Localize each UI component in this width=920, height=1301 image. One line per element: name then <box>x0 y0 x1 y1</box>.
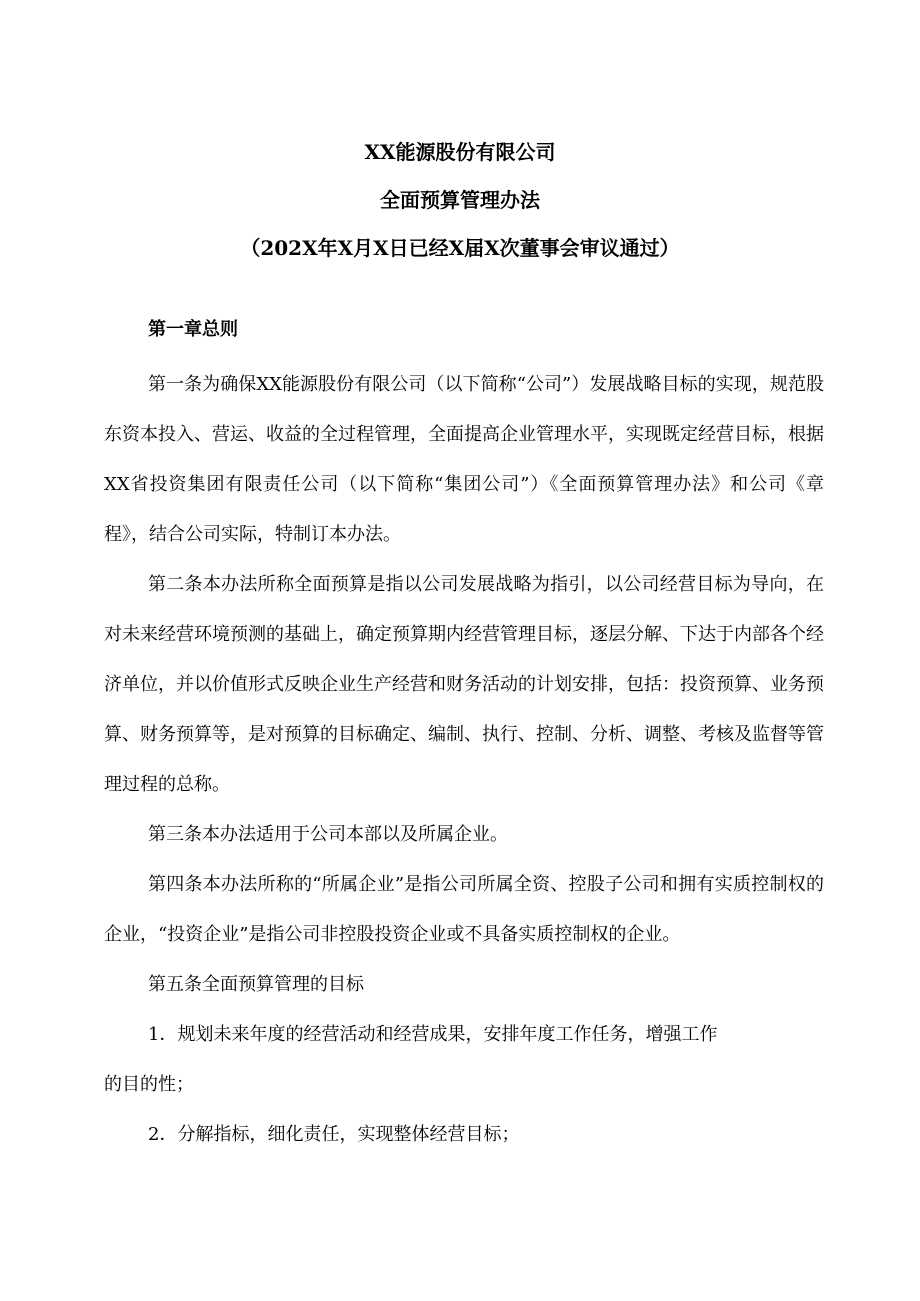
list-item-1-line1: 1．规划未来年度的经营活动和经营成果，安排年度工作任务，增强工作 <box>148 1024 718 1045</box>
approval-note: （202X年X月X日已经X届X次董事会审议通过） <box>240 236 680 260</box>
article-5: 第五条全面预算管理的目标 <box>148 974 364 995</box>
list-item-1 <box>104 1010 824 1110</box>
article-3: 第三条本办法适用于公司本部以及所属企业。 <box>148 824 508 845</box>
list-item-2-line1: 2．分解指标，细化责任，实现整体经营目标； <box>148 1124 520 1145</box>
list-item-1-line2: 的目的性； <box>104 1074 194 1095</box>
article-1: 第一条为确保XX能源股份有限公司（以下简称“公司”）发展战略目标的实现，规范股东资本投入、营运、收益的全过程管理，全面提高企业管理水平，实现既定经营目标，根据XX省投资集团有限责任公司（以下简称“集团公司”）《全面预算管理办法》和公司《章程》，结合公司实际，特制订本办法。 <box>104 374 824 545</box>
list-item-2 <box>104 1110 824 1160</box>
document-body <box>104 310 824 1160</box>
document-title: 全面预算管理办法 <box>380 188 540 212</box>
company-name: XX能源股份有限公司 <box>364 140 556 164</box>
article-4: 第四条本办法所称的“所属企业”是指公司所属全资、控股子公司和拥有实质控制权的企业，“投资企业”是指公司非控股投资企业或不具备实质控制权的企业。 <box>104 874 824 945</box>
document-header <box>0 128 920 272</box>
article-2: 第二条本办法所称全面预算是指以公司发展战略为指引，以公司经营目标为导向，在对未来经营环境预测的基础上，确定预算期内经营管理目标，逐层分解、下达于内部各个经济单位，并以价值形式反映企业生产经营和财务活动的计划安排，包括：投资预算、业务预算、财务预算等，是对预算的目标确定、编制、执行、控制、分析、调整、考核及监督等管理过程的总称。 <box>104 574 824 795</box>
chapter-heading: 第一章总则 <box>148 319 238 340</box>
